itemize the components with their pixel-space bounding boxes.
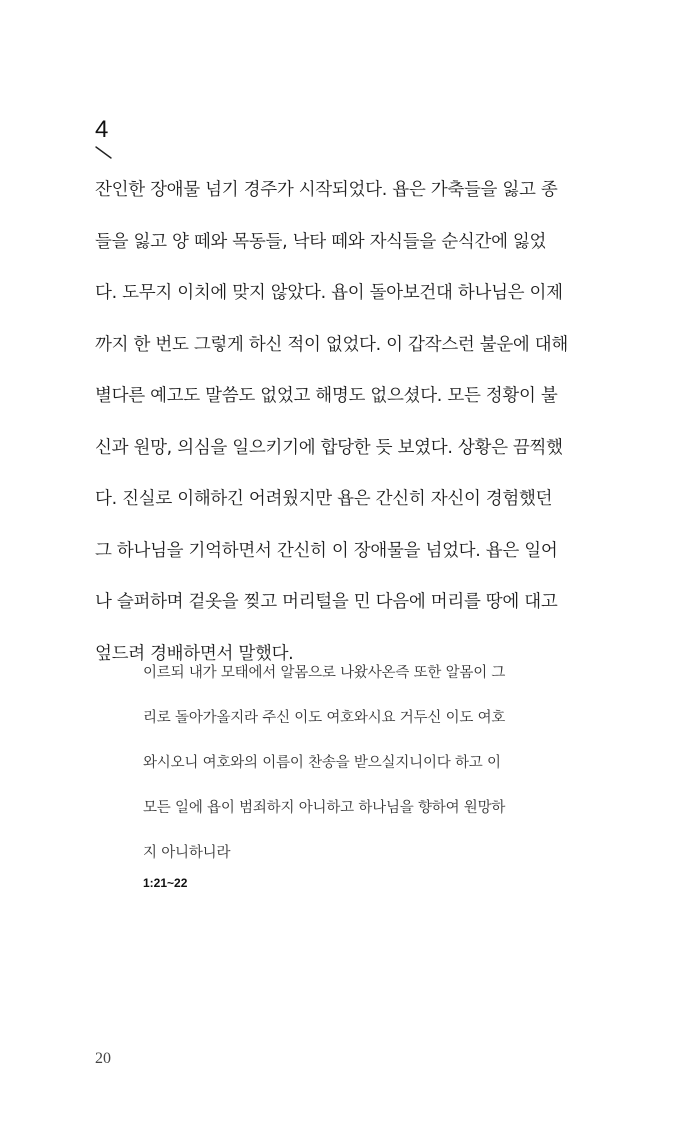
body-line: 그 하나님을 기억하면서 간신히 이 장애물을 넘었다. 욥은 일어 [95, 540, 558, 561]
body-line: 엎드려 경배하면서 말했다. [95, 643, 294, 664]
page-number: 20 [95, 1050, 111, 1067]
verse-reference: 1:21~22 [143, 876, 188, 890]
scripture-quote [143, 655, 553, 880]
body-line: 다. 도무지 이치에 맞지 않았다. 욥이 돌아보건대 하나님은 이제 [95, 283, 563, 303]
body-line: 나 슬퍼하며 겉옷을 찢고 머리털을 민 다음에 머리를 땅에 대고 [95, 592, 558, 612]
quote-line: 리로 돌아가올지라 주신 이도 여호와시요 거두신 이도 여호 [143, 710, 506, 726]
section-divider-mark [95, 146, 113, 160]
body-line: 들을 잃고 양 떼와 목동들, 낙타 떼와 자식들을 순식간에 잃었 [95, 231, 547, 252]
quote-line: 지 아니하니라 [143, 845, 231, 861]
body-paragraph [95, 170, 590, 685]
section-number: 4 [95, 116, 109, 143]
body-line: 잔인한 장애물 넘기 경주가 시작되었다. 욥은 가축들을 잃고 종 [95, 180, 558, 200]
quote-line: 모든 일에 욥이 범죄하지 아니하고 하나님을 향하여 원망하 [143, 800, 506, 816]
body-line: 별다른 예고도 말씀도 없었고 해명도 없으셨다. 모든 정황이 불 [95, 386, 558, 406]
quote-line: 이르되 내가 모태에서 알몸으로 나왔사온즉 또한 알몸이 그 [143, 665, 506, 681]
body-line: 다. 진실로 이해하긴 어려웠지만 욥은 간신히 자신이 경험했던 [95, 489, 553, 509]
body-line: 까지 한 번도 그렇게 하신 적이 없었다. 이 갑작스런 불운에 대해 [95, 334, 569, 355]
quote-line: 와시오니 여호와의 이름이 찬송을 받으실지니이다 하고 이 [143, 755, 501, 771]
body-line: 신과 원망, 의심을 일으키기에 합당한 듯 보였다. 상황은 끔찍했 [95, 437, 563, 458]
